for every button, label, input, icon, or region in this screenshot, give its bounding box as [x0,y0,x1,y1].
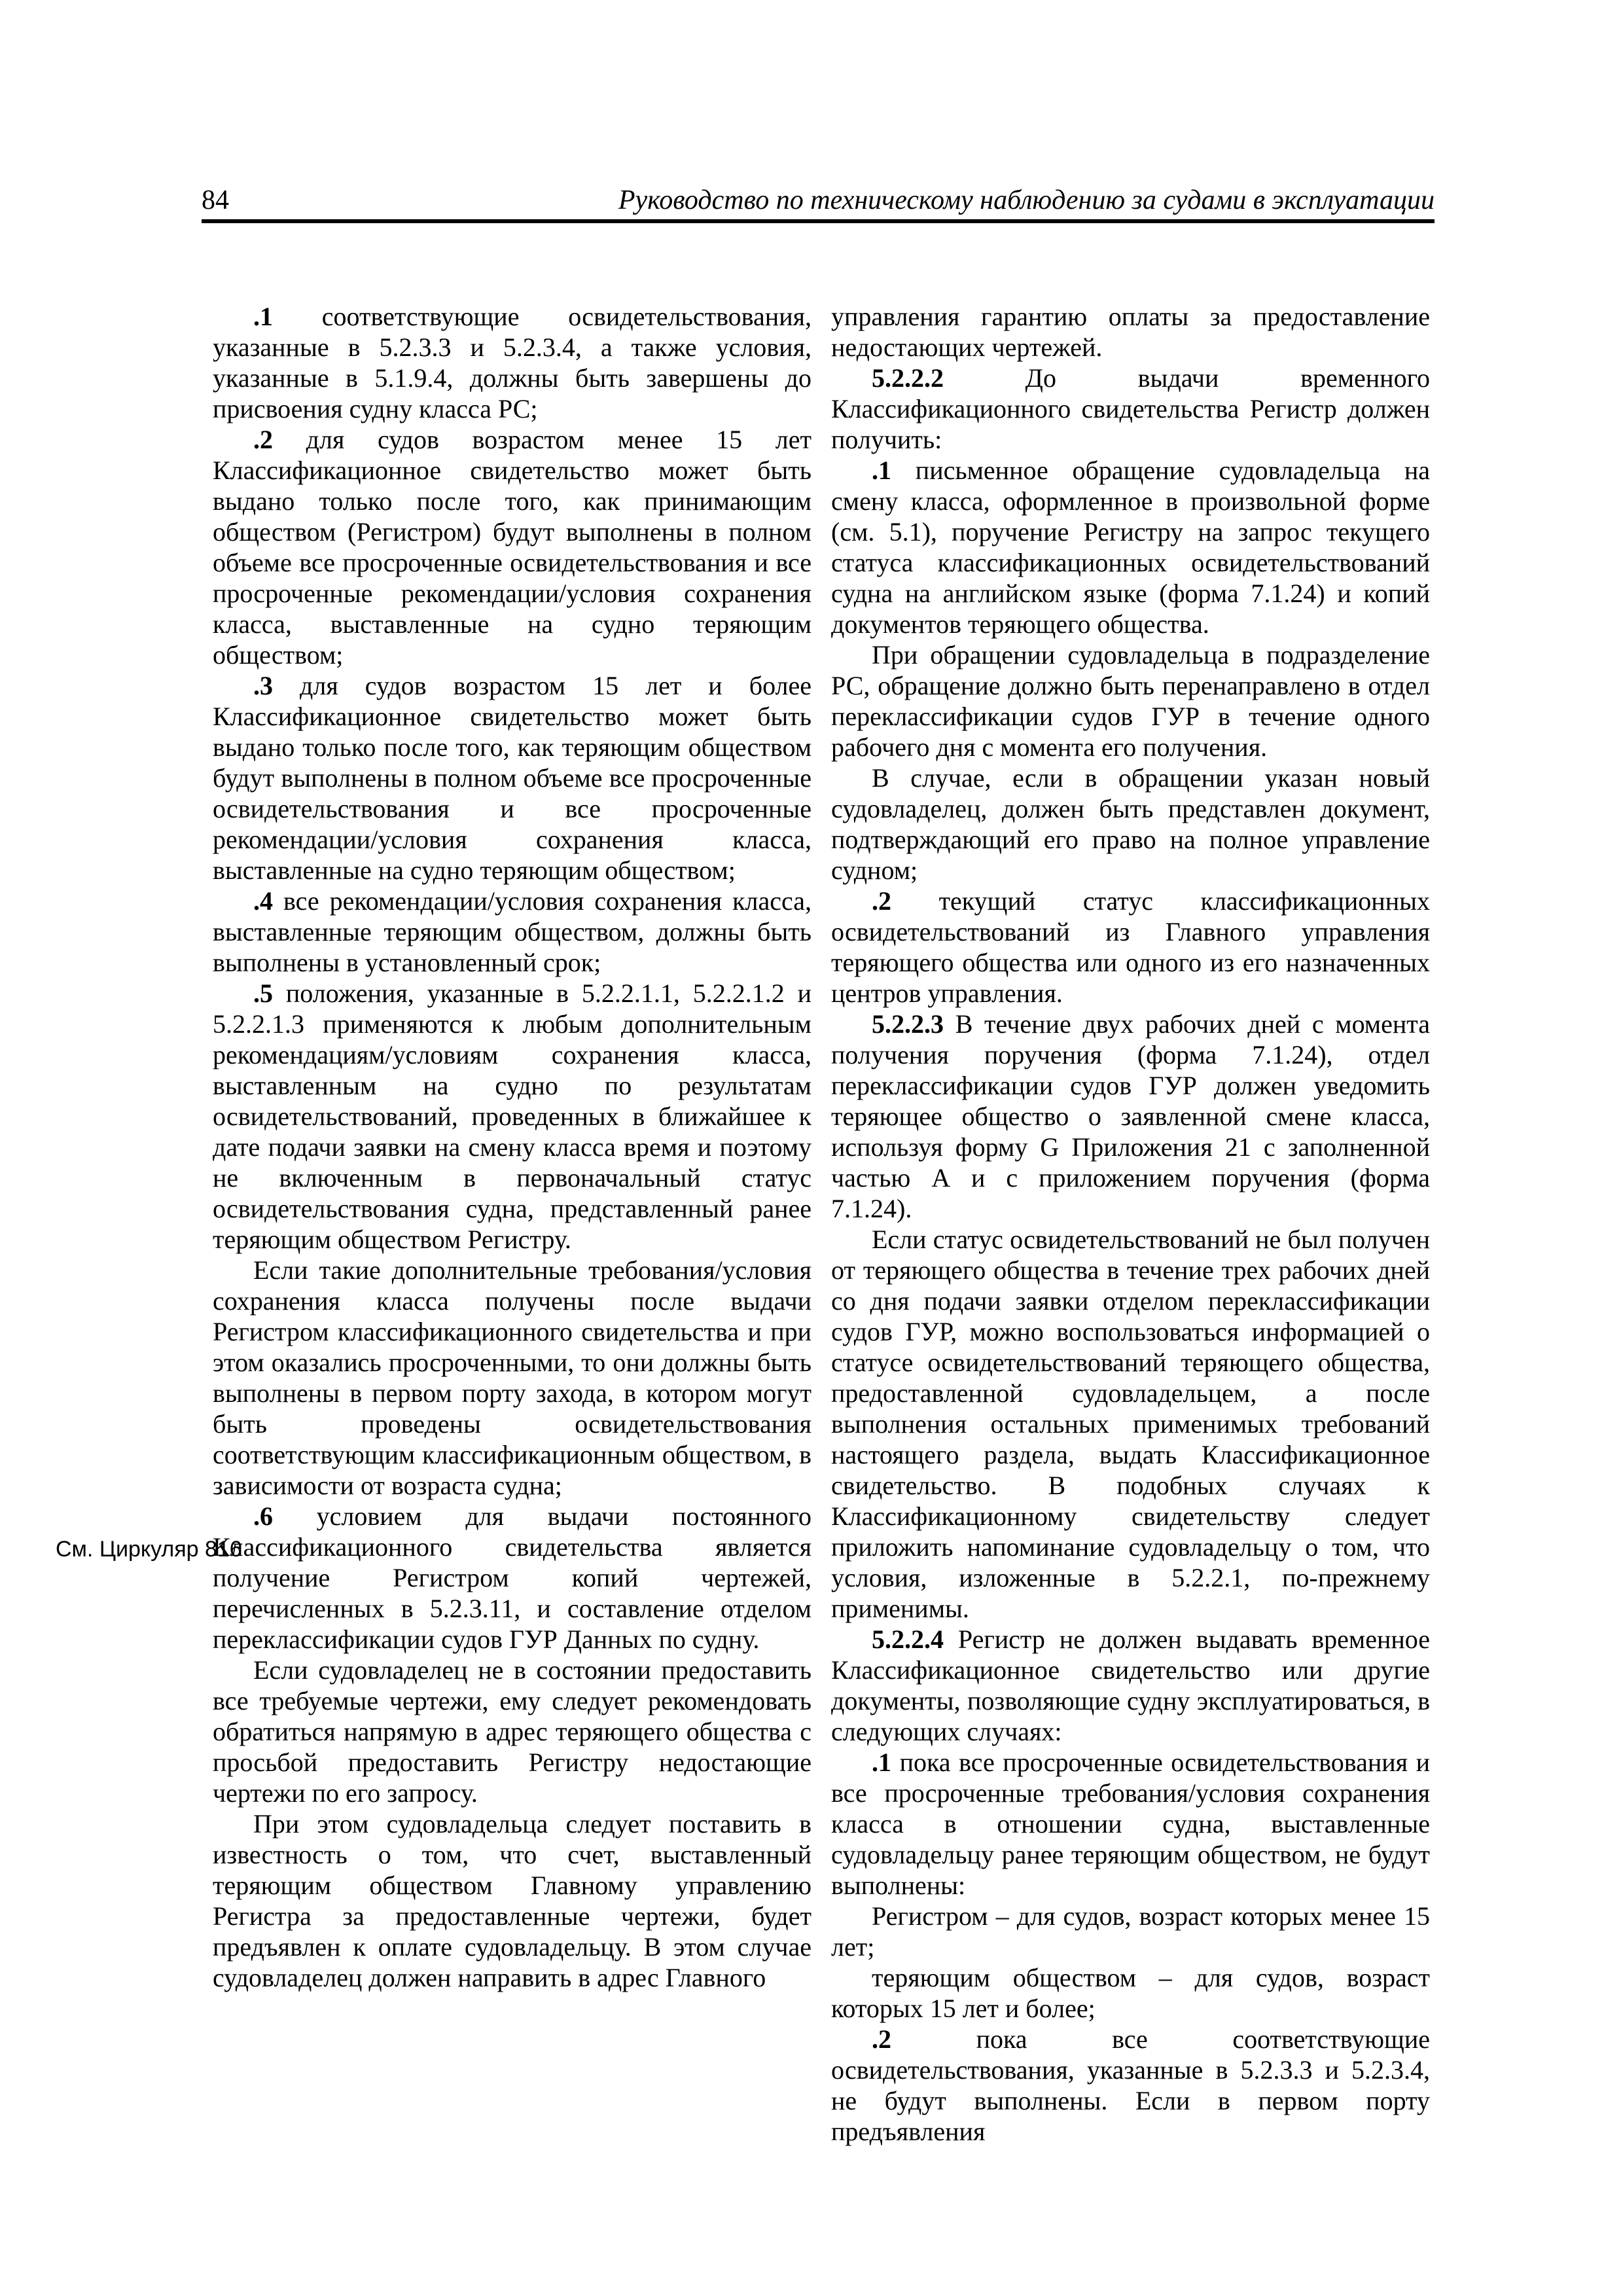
page-number: 84 [202,185,229,215]
paragraph-lead: .6 [253,1501,317,1531]
paragraph: .1 соответствующие освидетельствования, указанные в 5.2.3.3 и 5.2.3.4, а также условия, указанные в 5.1.9.4, должны быть завершены до присвоения судну класса РС; [213,302,812,423]
paragraph: .2 пока все соответствующие освидетельствования, указанные в 5.2.3.3 и 5.2.3.4, не будут выполнены. Если в первом порту предъявления [831,2024,1430,2146]
right-column [831,301,1430,2147]
paragraph-lead: .2 [872,2024,976,2054]
paragraph-lead: .2 [253,425,306,454]
paragraph-lead: 5.2.2.2 [872,363,1026,393]
paragraph: Если статус освидетельствований не был получен от теряющего общества в течение трех рабочих дней со дня подачи заявки отделом переклассификации судов ГУР, можно воспользоваться информацией о статусе освидетельствований теряющего общества, предоставленной судовладельцем, а после выполнения остальных применимых требований настоящего раздела, выдать Классификационное свидетельство. В подобных случаях к Классификационному свидетельству следует приложить напоминание судовладельцу о том, что условия, изложенные в 5.2.2.1, по-прежнему применимы. [831,1225,1430,1623]
paragraph: 5.2.2.4 Регистр не должен выдавать временное Классификационное свидетельство или другие документы, позволяющие судну эксплуатироваться, в следующих случаях: [831,1624,1431,1746]
paragraph-lead: .5 [253,978,286,1008]
paragraph-lead: .3 [253,671,300,700]
paragraph: .6 условием для выдачи постоянного Классификационного свидетельства является получение Регистром копий чертежей, перечисленных в 5.2.3.11, и составление отделом переклассификации судов ГУР Данных по судну. [213,1501,812,1654]
paragraph: теряющим обществом – для судов, возраст которых 15 лет и более; [831,1963,1430,2023]
paragraph-lead: 5.2.2.3 [872,1009,955,1039]
paragraph: При этом судовладельца следует поставить в известность о том, что счет, выставленный теряющим обществом Главному управлению Регистра за предоставленные чертежи, будет предъявлен к оплате судовладельцу. В этом случае судовладелец должен направить в адрес Главного [213,1809,812,1992]
paragraph-lead: .1 [872,456,916,485]
paragraph: При обращении судовладельца в подразделение РС, обращение должно быть перенаправлено в отдел переклассификации судов ГУР в течение одного рабочего дня с момента его получения. [831,640,1430,762]
paragraph: .2 текущий статус классификационных освидетельствований из Главного управления теряющего общества или одного из его назначенных центров управления. [831,886,1430,1008]
margin-note: См. Циркуляр 816 [56,1537,242,1562]
paragraph: .4 все рекомендации/условия сохранения класса, выставленные теряющим обществом, должны быть выполнены в установленный срок; [213,886,812,977]
paragraph: 5.2.2.2 До выдачи временного Классификационного свидетельства Регистр должен получить: [831,363,1430,454]
paragraph-lead: .1 [253,302,322,331]
paragraph: 5.2.2.3 В течение двух рабочих дней с момента получения поручения (форма 7.1.24), отдел переклассификации судов ГУР должен уведомить теряющее общество о заявленной смене класса, используя форму G Приложения 21 с заполненной частью А и с приложением поручения (форма 7.1.24). [831,1009,1430,1223]
paragraph: .1 пока все просроченные освидетельствования и все просроченные требования/условия сохранения класса в отношении судна, выставленные судовладельцу ранее теряющим обществом, не будут выполнены: [831,1748,1431,1900]
paragraph: управления гарантию оплаты за предоставление недостающих чертежей. [831,302,1430,362]
paragraph: Регистром – для судов, возраст которых менее 15 лет; [831,1901,1430,1962]
paragraph: Если судовладелец не в состоянии предоставить все требуемые чертежи, ему следует рекомендовать обратиться напрямую в адрес теряющего общества с просьбой предоставить Регистру недостающие чертежи по его запросу. [213,1655,812,1808]
paragraph: В случае, если в обращении указан новый судовладелец, должен быть представлен документ, подтверждающий его право на полное управление судном; [831,763,1430,885]
paragraph-lead: 5.2.2.4 [872,1624,958,1654]
paragraph-lead: .2 [872,886,939,916]
paragraph: .3 для судов возрастом 15 лет и более Классификационное свидетельство может быть выдано только после того, как теряющим обществом будут выполнены в полном объеме все просроченные освидетельствования и все просроченные рекомендации/условия сохранения класса, выставленные на судно теряющим обществом; [213,671,812,885]
paragraph: Если такие дополнительные требования/условия сохранения класса получены после выдачи Регистром классификационного свидетельства и при этом оказались просроченными, то они должны быть выполнены в первом порту захода, в котором могут быть проведены освидетельствования соответствующим классификационным обществом, в зависимости от возраста судна; [213,1255,812,1500]
page-header [202,187,1435,223]
paragraph: .2 для судов возрастом менее 15 лет Классификационное свидетельство может быть выдано только после того, как принимающим обществом (Регистром) будут выполнены в полном объеме все просроченные освидетельствования и все просроченные рекомендации/условия сохранения класса, выставленные на судно теряющим обществом; [213,425,812,670]
left-column [213,301,812,1993]
paragraph-lead: .1 [872,1748,900,1777]
header-title: Руководство по техническому наблюдению за судами в эксплуатации [618,185,1435,215]
paragraph: .5 положения, указанные в 5.2.2.1.1, 5.2.2.1.2 и 5.2.2.1.3 применяются к любым дополнительным рекомендациям/условиям сохранения класса, выставленным на судно по результатам освидетельствований, проведенных в ближайшее к дате подачи заявки на смену класса время и поэтому не включенным в первоначальный статус освидетельствования судна, представленный ранее теряющим обществом Регистру. [213,978,812,1254]
paragraph-lead: .4 [253,886,283,916]
paragraph: .1 письменное обращение судовладельца на смену класса, оформленное в произвольной форме (см. 5.1), поручение Регистру на запрос текущего статуса классификационных освидетельствований судна на английском языке (форма 7.1.24) и копий документов теряющего общества. [831,456,1431,639]
